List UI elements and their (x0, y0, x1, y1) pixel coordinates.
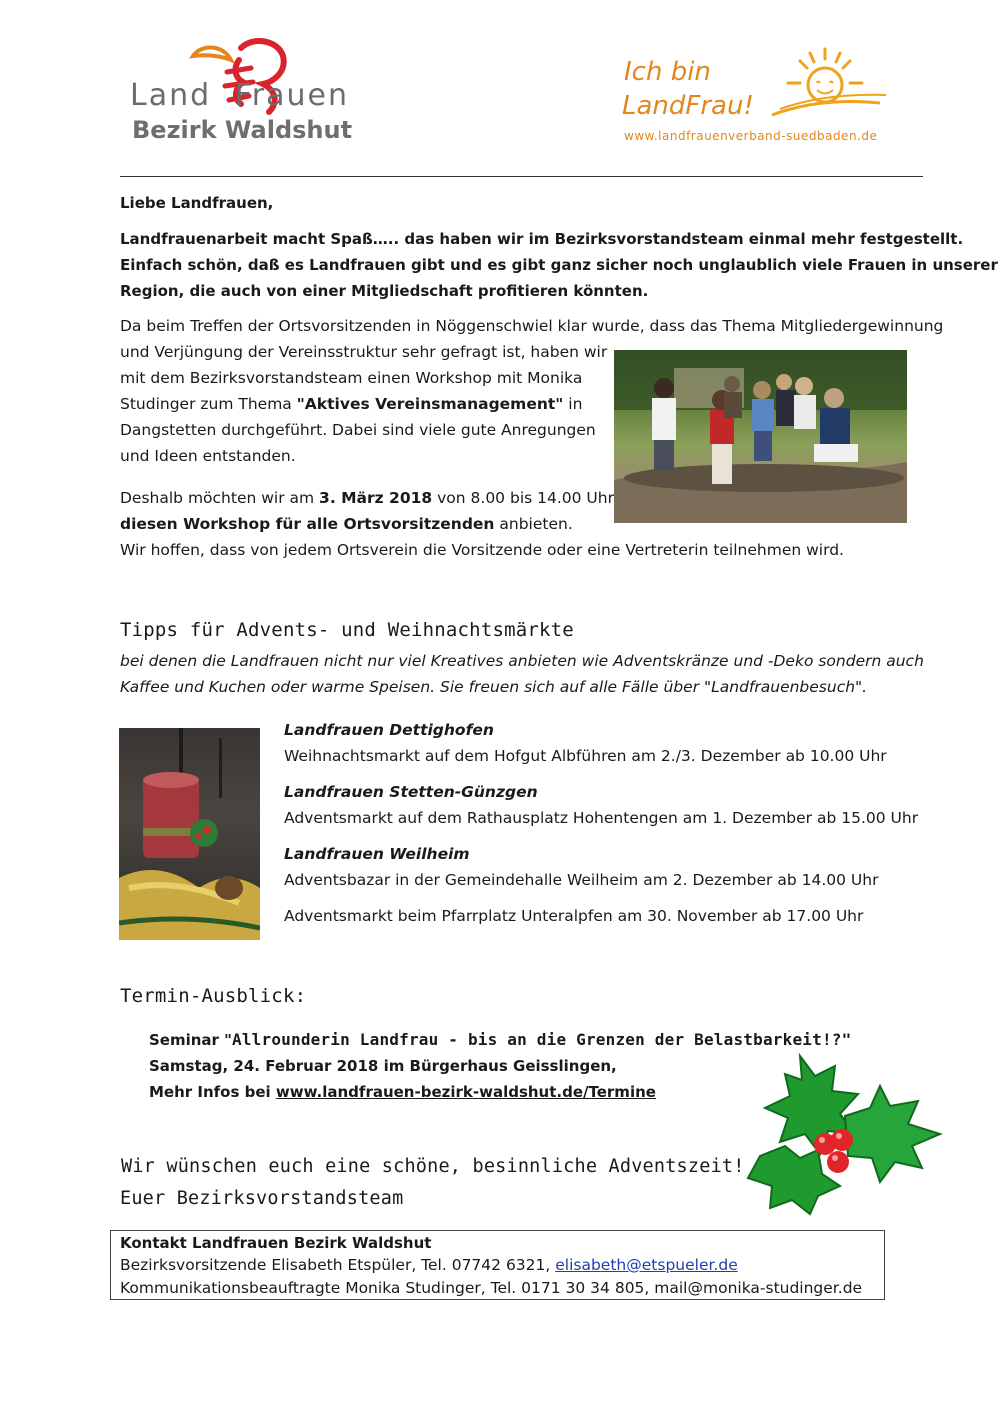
greeting: Liebe Landfrauen, (120, 194, 274, 212)
tipps-heading: Tipps für Advents- und Weihnachtsmärkte (120, 619, 574, 641)
contact-line-2: Kommunikationsbeauftragte Monika Studinger, Tel. 0171 30 34 805, mail@monika-studinger.de (120, 1279, 863, 1297)
logo-landfrauen-bezirk (128, 38, 368, 148)
group-photo (614, 350, 907, 523)
para2-line-4 (120, 391, 582, 417)
logo-text-ich-bin: Ich bin (624, 57, 711, 87)
tipps-sub-line-2: Kaffee und Kuchen oder warme Speisen. Sie freuen sich auf alle Fälle über "Landfrauenbesuch". (120, 678, 868, 696)
workshop-date: 3. März 2018 (319, 489, 433, 507)
termin-heading: Termin-Ausblick: (120, 985, 307, 1007)
holly-icon (740, 1046, 950, 1216)
closing-line-1: Wir wünschen euch eine schöne, besinnliche Adventszeit! (121, 1156, 745, 1177)
para2-line-1: Da beim Treffen der Ortsvorsitzenden in Nöggenschwiel klar wurde, dass das Thema Mitgliedergewinnung (120, 317, 944, 335)
contact-title: Kontakt Landfrauen Bezirk Waldshut (120, 1234, 432, 1252)
header-divider (120, 176, 923, 177)
intro-bold-line-3: Region, die auch von einer Mitgliedschaft profitieren könnten. (120, 282, 649, 300)
para2-line-5: Dangstetten durchgeführt. Dabei sind viele gute Anregungen (120, 421, 596, 439)
termine-link[interactable]: www.landfrauen-bezirk-waldshut.de/Termine (275, 1083, 656, 1101)
para3-line-1 (120, 485, 614, 511)
para3-line-1-a: Deshalb möchten wir am (120, 489, 320, 507)
termin-line-1-a: Seminar " (149, 1031, 232, 1049)
market-desc-1: Weihnachtsmarkt auf dem Hofgut Albführen am 2./3. Dezember ab 10.00 Uhr (284, 747, 887, 765)
tipps-sub-line-1: bei denen die Landfrauen nicht nur viel Kreatives anbieten wie Adventskränze und -Deko sondern auch (120, 652, 924, 670)
para2-line-4-c: in (563, 395, 583, 413)
market-name-3: Landfrauen Weilheim (284, 845, 470, 863)
logo-text-frauen: Frauen (234, 78, 349, 113)
seminar-title: Allrounderin Landfrau - bis an die Grenzen der Belastbarkeit!?" (231, 1030, 852, 1049)
para3-line-3: Wir hoffen, dass von jedem Ortsverein die Vorsitzende oder eine Vertreterin teilnehmen wird. (120, 541, 844, 559)
contact-line-1 (120, 1255, 738, 1275)
market-desc-2: Adventsmarkt auf dem Rathausplatz Hohentengen am 1. Dezember ab 15.00 Uhr (284, 809, 919, 827)
intro-bold-line-1: Landfrauenarbeit macht Spaß….. das haben wir im Bezirksvorstandsteam einmal mehr festgestellt. (120, 230, 964, 248)
sun-icon (770, 45, 890, 125)
logo-ich-bin-landfrau (620, 45, 900, 155)
termin-line-3 (149, 1079, 656, 1105)
para3-line-2-a: diesen Workshop für alle Ortsvorsitzenden (120, 515, 495, 533)
para3-line-1-c: von 8.00 bis 14.00 Uhr (432, 489, 614, 507)
market-desc-3: Adventsbazar in der Gemeindehalle Weilheim am 2. Dezember ab 14.00 Uhr (284, 871, 879, 889)
intro-bold-line-2: Einfach schön, daß es Landfrauen gibt und es gibt ganz sicher noch unglaublich viele Frauen in unserer (120, 256, 998, 274)
para2-line-6: und Ideen entstanden. (120, 447, 296, 465)
closing-line-2: Euer Bezirksvorstandsteam (120, 1188, 404, 1209)
para3-line-2-b: anbieten. (494, 515, 573, 533)
para3-line-2 (120, 511, 573, 537)
logo-url: www.landfrauenverband-suedbaden.de (624, 129, 878, 143)
termin-line-3-a: Mehr Infos bei (149, 1083, 276, 1101)
para2-line-3: mit dem Bezirksvorstandsteam einen Workshop mit Monika (120, 369, 583, 387)
candle-photo (119, 728, 260, 940)
market-extra: Adventsmarkt beim Pfarrplatz Unteralpfen am 30. November ab 17.00 Uhr (284, 907, 864, 925)
logo-text-landfrau: LandFrau! (622, 91, 754, 121)
contact-line-1-a: Bezirksvorsitzende Elisabeth Etspüler, Tel. 07742 6321, (120, 1256, 556, 1274)
termin-line-2: Samstag, 24. Februar 2018 im Bürgerhaus Geisslingen, (149, 1057, 617, 1075)
para2-line-4-a: Studinger zum Thema (120, 395, 297, 413)
logo-text-land: Land (130, 78, 212, 113)
workshop-title: "Aktives Vereinsmanagement" (296, 395, 564, 413)
market-name-2: Landfrauen Stetten-Günzgen (284, 783, 538, 801)
logo-text-bezirk: Bezirk Waldshut (132, 116, 353, 144)
market-name-1: Landfrauen Dettighofen (284, 721, 494, 739)
email-link[interactable]: elisabeth@etspueler.de (555, 1256, 738, 1274)
para2-line-2: und Verjüngung der Vereinsstruktur sehr gefragt ist, haben wir (120, 343, 608, 361)
